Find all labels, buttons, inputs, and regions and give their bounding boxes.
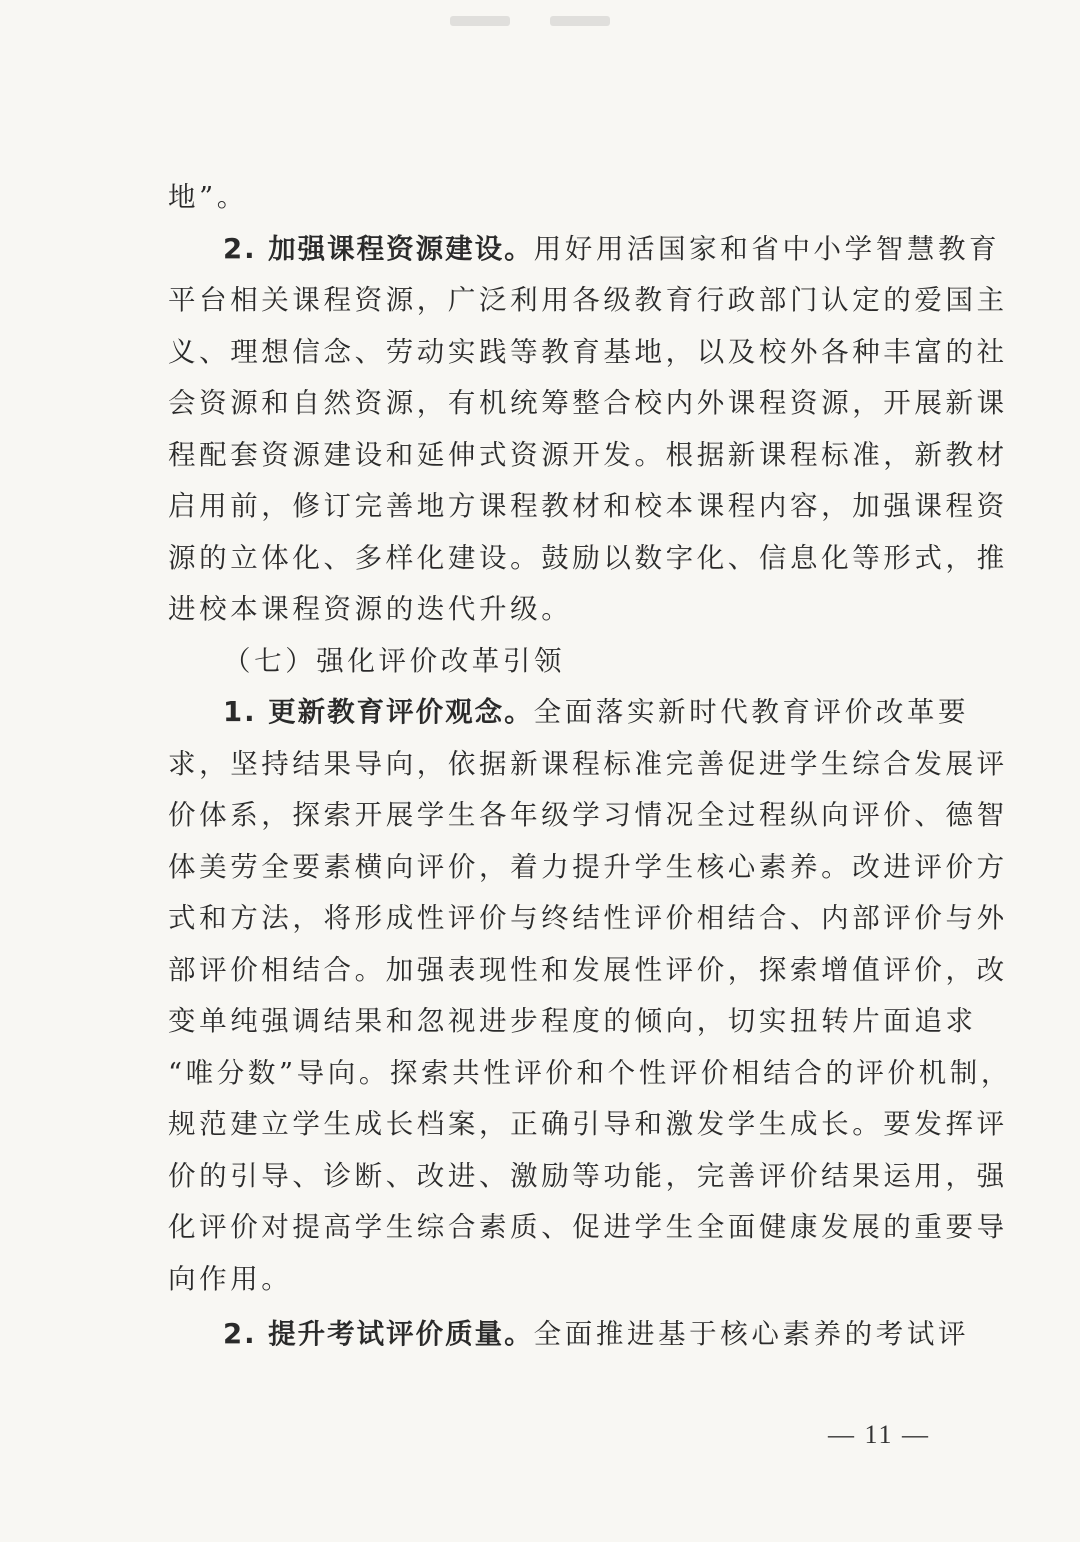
text-line: 进校本课程资源的迭代升级。 xyxy=(168,593,573,625)
text-run: 全面落实新时代教育评价改革要 xyxy=(533,696,970,728)
text-line: 平台相关课程资源，广泛利用各级教育行政部门认定的爱国主 xyxy=(168,284,1008,316)
text-line: 部评价相结合。加强表现性和发展性评价，探索增值评价，改 xyxy=(168,953,1008,986)
paragraph-item-2-resources xyxy=(168,224,1001,276)
text-line: 式和方法，将形成性评价与终结性评价相结合、内部评价与外 xyxy=(168,902,1008,934)
page-number: — 11 — xyxy=(827,1420,930,1449)
text-line: 化评价对提高学生综合素质、促进学生全面健康发展的重要导 xyxy=(168,1211,1008,1243)
text-line: 体美劳全要素横向评价，着力提升学生核心素养。改进评价方 xyxy=(168,850,1008,883)
text-line: 规范建立学生成长档案，正确引导和激发学生成长。要发挥评 xyxy=(168,1108,1008,1140)
text-line: 会资源和自然资源，有机统筹整合校内外课程资源，开展新课 xyxy=(168,387,1008,419)
paragraph-item-2-exam xyxy=(168,1309,970,1361)
text-line: “唯分数”导向。探索共性评价和个性评价相结合的评价机制， xyxy=(168,1056,1012,1089)
text-run: 全面推进基于核心素养的考试评 xyxy=(533,1318,970,1350)
text-line: 源的立体化、多样化建设。鼓励以数字化、信息化等形式，推 xyxy=(168,541,1008,574)
text-line: 变单纯强调结果和忽视进步程度的倾向，切实扭转片面追求 xyxy=(168,1005,977,1037)
item-heading: 2. 提升考试评价质量。 xyxy=(223,1318,534,1350)
item-heading: 2. 加强课程资源建设。 xyxy=(223,232,534,265)
text-line: 价的引导、诊断、改进、激励等功能，完善评价结果运用，强 xyxy=(168,1159,1008,1192)
section-heading: （七）强化评价改革引领 xyxy=(223,644,566,677)
bleed-mark xyxy=(450,16,510,26)
text-line: 价体系，探索开展学生各年级学习情况全过程纵向评价、德智 xyxy=(168,799,1008,831)
text-line: 求，坚持结果导向，依据新课程标准完善促进学生综合发展评 xyxy=(168,747,1008,780)
paragraph-item-1-evaluation xyxy=(168,687,970,739)
body-text xyxy=(168,172,1012,1361)
scan-bleed-through xyxy=(420,0,640,42)
text-line: 向作用。 xyxy=(168,1262,293,1295)
bleed-mark xyxy=(550,16,610,26)
text-line: 启用前，修订完善地方课程教材和校本课程内容，加强课程资 xyxy=(168,490,1008,522)
text-run: 用好用活国家和省中小学智慧教育 xyxy=(533,232,1001,265)
text-line: 义、理想信念、劳动实践等教育基地，以及校外各种丰富的社 xyxy=(168,335,1008,368)
text-line: 地”。 xyxy=(168,181,248,213)
item-heading: 1. 更新教育评价观念。 xyxy=(223,696,534,728)
text-line: 程配套资源建设和延伸式资源开发。根据新课程标准，新教材 xyxy=(168,438,1008,471)
